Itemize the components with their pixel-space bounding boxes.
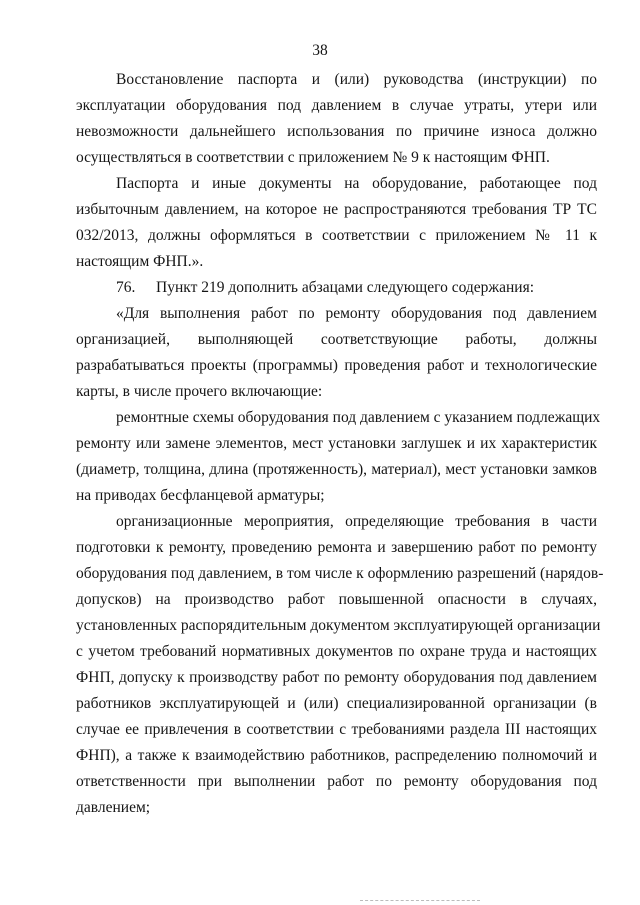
text-line: давлением; — [76, 799, 151, 816]
text-line: организационные мероприятия, определяющие требования в части — [116, 513, 597, 530]
text-line — [76, 275, 597, 301]
text-line: настоящим ФНП.». — [76, 253, 204, 270]
text-line: эксплуатации оборудования под давлением в случае утраты, утери или — [76, 97, 597, 114]
text-line: ФНП), а также к взаимодействию работников, распределению полномочий и — [76, 747, 597, 764]
text-line: избыточным давлением, на которое не распространяются требования ТР ТС — [76, 201, 597, 218]
text-line: ремонту или замене элементов, мест установки заглушек и их характеристик — [76, 435, 597, 452]
paragraph — [76, 171, 597, 275]
text-line: «Для выполнения работ по ремонту оборудования под давлением — [116, 305, 597, 322]
text-line: с учетом требований нормативных документов по охране труда и настоящих — [76, 643, 597, 660]
item-text: Пункт 219 дополнить абзацами следующего содержания: — [156, 279, 535, 296]
body-text — [76, 67, 604, 821]
text-line: невозможности дальнейшего использования по причине износа должно — [76, 123, 597, 140]
text-line: 032/2013, должны оформляться в соответствии с приложением № 11 к — [76, 227, 597, 244]
text-line: (диаметр, толщина, длина (протяженность), материал), мест установки замков — [76, 461, 597, 478]
text-line: на приводах бесфланцевой арматуры; — [76, 487, 325, 504]
text-line: организацией, выполняющей соответствующие работы, должны — [76, 331, 597, 348]
text-line: оборудования под давлением, в том числе к оформлению разрешений (нарядов- — [76, 565, 604, 582]
scan-artifact-line — [360, 900, 480, 902]
text-line: ФНП, допуску к производству работ по ремонту оборудования под давлением — [76, 669, 597, 686]
paragraph — [76, 509, 604, 821]
text-line: подготовки к ремонту, проведению ремонта и завершению работ по ремонту — [76, 539, 597, 556]
text-line: Паспорта и иные документы на оборудование, работающее под — [116, 175, 597, 192]
paragraph — [76, 275, 597, 301]
page-number: 38 — [312, 42, 328, 59]
text-line: работников эксплуатирующей и (или) специализированной организации (в — [76, 695, 597, 712]
text-line: допусков) на производство работ повышенной опасности в случаях, — [76, 591, 597, 608]
paragraph — [76, 405, 601, 509]
text-line: Восстановление паспорта и (или) руководства (инструкции) по — [116, 71, 597, 88]
text-line: разрабатываться проекты (программы) проведения работ и технологические — [76, 357, 597, 374]
text-line: ремонтные схемы оборудования под давлением с указанием подлежащих — [116, 409, 601, 426]
text-line: ответственности при выполнении работ по ремонту оборудования под — [76, 773, 597, 790]
paragraph — [76, 301, 597, 405]
text-line: установленных распорядительным документом эксплуатирующей организации — [76, 617, 601, 634]
text-line: осуществляться в соответствии с приложением № 9 к настоящим ФНП. — [76, 149, 550, 166]
paragraph — [76, 67, 597, 171]
item-number: 76. — [116, 279, 136, 296]
text-line: случае ее привлечения в соответствии с требованиями раздела III настоящих — [76, 721, 597, 738]
text-line: карты, в числе прочего включающие: — [76, 383, 323, 400]
